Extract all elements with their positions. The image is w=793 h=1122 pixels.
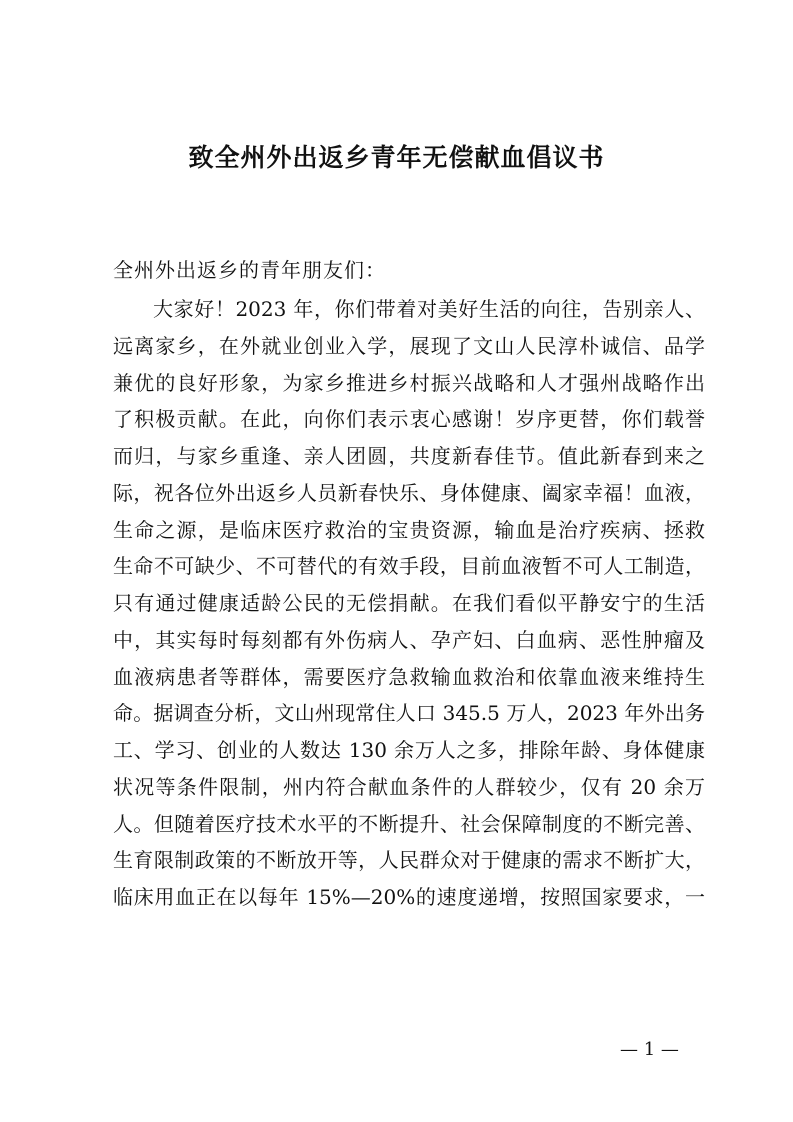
body-line: 生命之源，是临床医疗救治的宝贵资源，输血是治疗疾病、拯救 xyxy=(113,517,705,542)
document-title: 致全州外出返乡青年无偿献血倡议书 xyxy=(188,143,605,172)
body-line: 状况等条件限制，州内符合献血条件的人群较少，仅有 20 余万 xyxy=(113,774,705,799)
body-line: 工、学习、创业的人数达 130 余万人之多，排除年龄、身体健康 xyxy=(113,738,705,762)
body-line: 兼优的良好形象，为家乡推进乡村振兴战略和人才强州战略作出 xyxy=(113,370,705,395)
body-line: 生命不可缺少、不可替代的有效手段，目前血液暂不可人工制造， xyxy=(113,554,705,579)
body-line: 临床用血正在以每年 15%—20%的速度递增，按照国家要求，一 xyxy=(113,885,705,909)
body-line: 远离家乡，在外就业创业入学，展现了文山人民淳朴诚信、品学 xyxy=(113,333,705,358)
body-line: 只有通过健康适龄公民的无偿捐献。在我们看似平静安宁的生活 xyxy=(113,591,705,615)
body-line: 中，其实每时每刻都有外伤病人、孕产妇、白血病、恶性肿瘤及 xyxy=(113,627,705,652)
document-body xyxy=(113,291,705,916)
body-line: 血液病患者等群体，需要医疗急救输血救治和依靠血液来维持生 xyxy=(113,664,705,689)
body-line: 生育限制政策的不断放开等，人民群众对于健康的需求不断扩大， xyxy=(113,848,705,873)
body-line: 人。但随着医疗技术水平的不断提升、社会保障制度的不断完善、 xyxy=(113,811,705,836)
body-line: 大家好！2023 年，你们带着对美好生活的向往，告别亲人、 xyxy=(153,297,705,321)
body-line: 了积极贡献。在此，向你们表示衷心感谢！岁序更替，你们载誉 xyxy=(113,407,705,432)
body-line: 命。据调查分析，文山州现常住人口 345.5 万人，2023 年外出务 xyxy=(113,701,705,726)
body-line: 际，祝各位外出返乡人员新春快乐、身体健康、阖家幸福！血液， xyxy=(113,480,705,505)
body-line: 而归，与家乡重逢、亲人团圆，共度新春佳节。值此新春到来之 xyxy=(113,444,705,468)
page-number: — 1 — xyxy=(620,1039,679,1060)
salutation: 全州外出返乡的青年朋友们： xyxy=(113,258,386,282)
